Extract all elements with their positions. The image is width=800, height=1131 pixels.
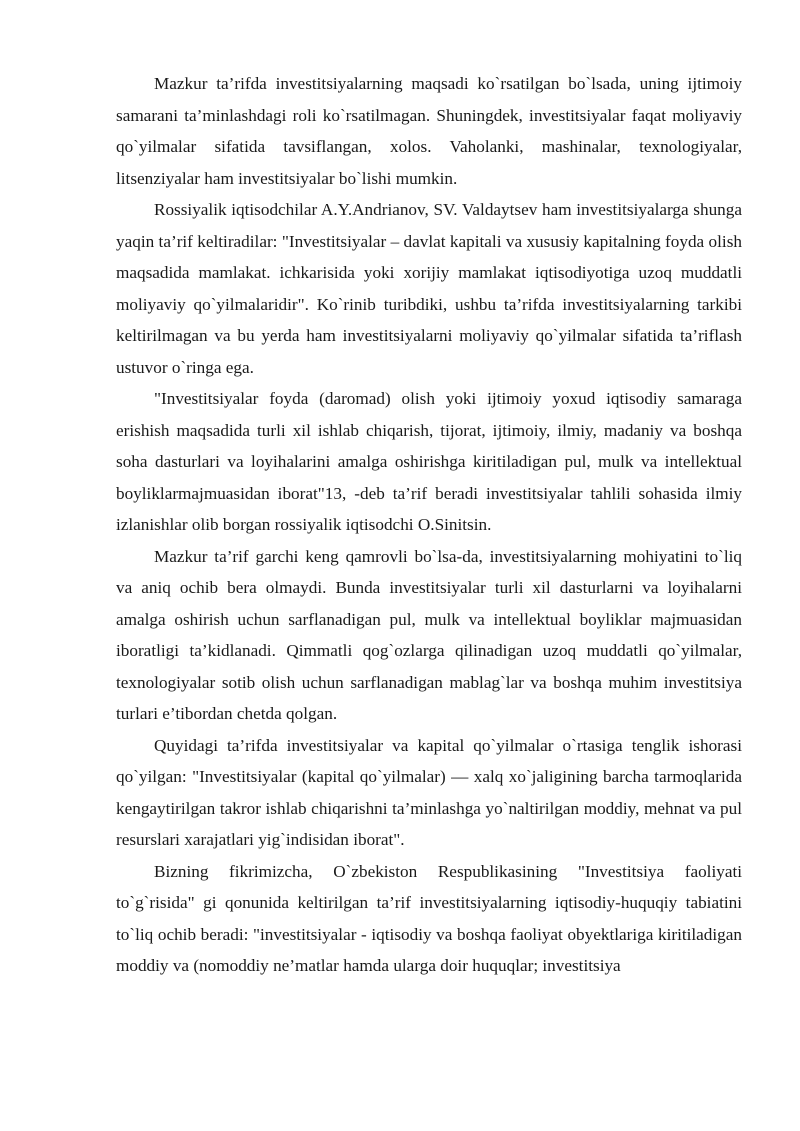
paragraph-1: Mazkur ta’rifda investitsiyalarning maqsadi ko`rsatilgan bo`lsada, uning ijtimoiy samarani ta’minlashdagi roli ko`rsatilmagan. Shuningdek, investitsiyalar faqat moliyaviy qo`yilmalar sifatida tavsiflangan, xolos. Vaholanki, mashinalar, texnologiyalar, litsenziyalar ham investitsiyalar bo`lishi mumkin. [116, 74, 742, 188]
paragraph-3: "Investitsiyalar foyda (daromad) olish yoki ijtimoiy yoxud iqtisodiy samaraga erishish maqsadida turli xil ishlab chiqarish, tijorat, ijtimoiy, ilmiy, madaniy va boshqa soha dasturlari va loyihalarini amalga oshirishga kiritiladigan pul, mulk va intellektual boyliklarmajmuasidan iborat"13, -deb ta’rif beradi investitsiyalar tahlili sohasida ilmiy izlanishlar olib borgan rossiyalik iqtisodchi O.Sinitsin. [116, 389, 742, 534]
paragraph-2: Rossiyalik iqtisodchilar A.Y.Andrianov, SV. Valdaytsev ham investitsiyalarga shunga yaqin ta’rif keltiradilar: "Investitsiyalar – davlat kapitali va xususiy kapitalning foyda olish maqsadida mamlakat. ichkarisida yoki xorijiy mamlakat iqtisodiyotiga uzoq muddatli moliyaviy qo`yilmalaridir". Ko`rinib turibdiki, ushbu ta’rifda investitsiyalarning tarkibi keltirilmagan va bu yerda ham investitsiyalarni moliyaviy qo`yilmalar sifatida ta’riflash ustuvor o`ringa ega. [116, 200, 742, 377]
paragraph-6: Bizning fikrimizcha, O`zbekiston Respublikasining "Investitsiya faoliyati to`g`risida" gi qonunida keltirilgan ta’rif investitsiyalarning iqtisodiy-huquqiy tabiatini to`liq ochib beradi: "investitsiyalar - iqtisodiy va boshqa faoliyat obyektlariga kiritiladigan moddiy va (nomoddiy ne’matlar hamda ularga doir huquqlar; investitsiya [116, 861, 742, 975]
paragraph-5: Quyidagi ta’rifda investitsiyalar va kapital qo`yilmalar o`rtasiga tenglik ishorasi qo`yilgan: "Investitsiyalar (kapital qo`yilmalar) — xalq xo`jaligining barcha tarmoqlarida kengaytirilgan takror ishlab chiqarishni ta’minlashga yo`naltirilgan moddiy, mehnat va pul resurslari xarajatlari yig`indisidan iborat". [116, 735, 742, 849]
paragraph-4: Mazkur ta’rif garchi keng qamrovli bo`lsa-da, investitsiyalarning mohiyatini to`liq va aniq ochib bera olmaydi. Bunda investitsiyalar turli xil dasturlarni va loyihalarni amalga oshirish uchun sarflanadigan pul, mulk va intellektual boyliklar majmuasidan iboratligi ta’kidlanadi. Qimmatli qog`ozlarga qilinadigan uzoq muddatli qo`yilmalar, texnologiyalar sotib olish uchun sarflanadigan mablag`lar va boshqa muhim investitsiya turlari e’tibordan chetda qolgan. [116, 546, 742, 723]
